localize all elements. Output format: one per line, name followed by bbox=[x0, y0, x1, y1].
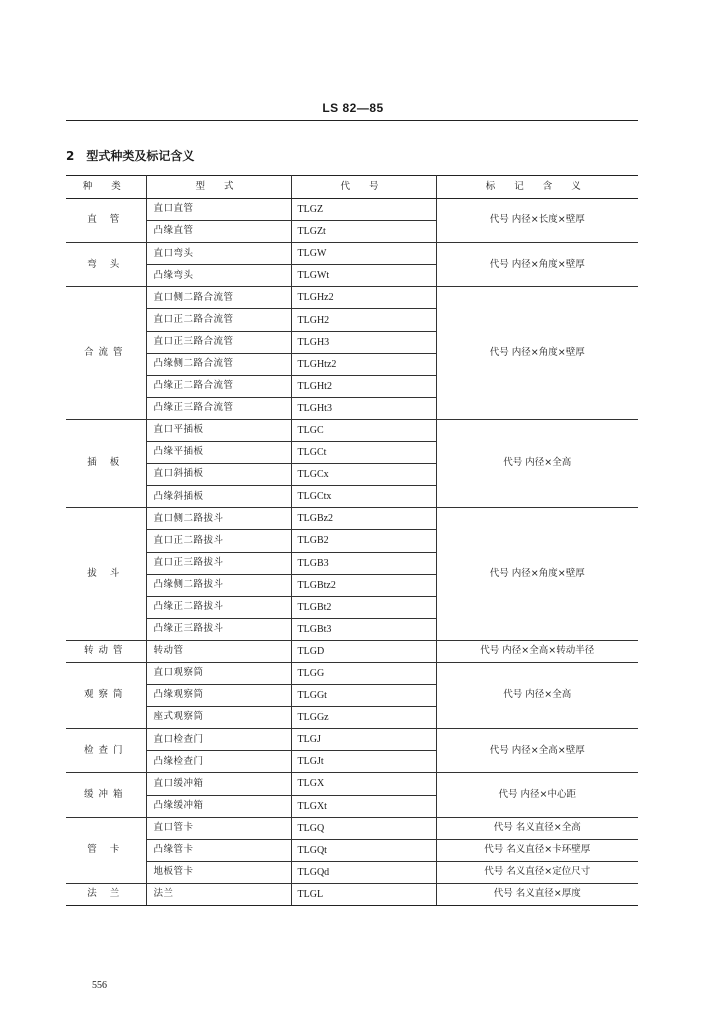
header-meaning: 标 记 含 义 bbox=[436, 176, 638, 199]
table-row bbox=[66, 861, 638, 883]
header-code: 代 号 bbox=[291, 176, 436, 199]
table-body bbox=[66, 199, 638, 906]
category-cell: 转动管 bbox=[66, 640, 146, 662]
code-cell: TLGQ bbox=[291, 817, 436, 839]
code-cell: TLGW bbox=[291, 243, 436, 265]
code-cell: TLGGz bbox=[291, 707, 436, 729]
meaning-cell: 代号 内径×全高×壁厚 bbox=[436, 729, 638, 773]
table-header-row bbox=[66, 176, 638, 199]
type-cell: 凸缘侧二路合流管 bbox=[146, 353, 291, 375]
meaning-cell: 代号 名义直径×厚度 bbox=[436, 883, 638, 905]
type-cell: 直口正二路拔斗 bbox=[146, 530, 291, 552]
type-cell: 凸缘正三路拔斗 bbox=[146, 618, 291, 640]
type-cell: 直口侧二路拔斗 bbox=[146, 508, 291, 530]
category-cell: 拔 斗 bbox=[66, 508, 146, 641]
code-cell: TLGQd bbox=[291, 861, 436, 883]
category-cell: 管 卡 bbox=[66, 817, 146, 883]
category-cell: 检查门 bbox=[66, 729, 146, 773]
type-cell: 座式观察筒 bbox=[146, 707, 291, 729]
section-number: 2 bbox=[66, 149, 75, 163]
code-cell: TLGWt bbox=[291, 265, 436, 287]
code-cell: TLGH2 bbox=[291, 309, 436, 331]
code-cell: TLGCx bbox=[291, 464, 436, 486]
table-row bbox=[66, 508, 638, 530]
table-row bbox=[66, 729, 638, 751]
code-cell: TLGX bbox=[291, 773, 436, 795]
code-cell: TLGJt bbox=[291, 751, 436, 773]
type-cell: 凸缘管卡 bbox=[146, 839, 291, 861]
table-row bbox=[66, 243, 638, 265]
code-cell: TLGBz2 bbox=[291, 508, 436, 530]
code-cell: TLGH3 bbox=[291, 331, 436, 353]
category-cell: 插 板 bbox=[66, 419, 146, 507]
code-cell: TLGHz2 bbox=[291, 287, 436, 309]
meaning-cell: 代号 内径×全高×转动半径 bbox=[436, 640, 638, 662]
type-cell: 直口直管 bbox=[146, 199, 291, 221]
table-row bbox=[66, 662, 638, 684]
category-cell: 法 兰 bbox=[66, 883, 146, 905]
meaning-cell: 代号 内径×角度×壁厚 bbox=[436, 243, 638, 287]
meaning-cell: 代号 名义直径×全高 bbox=[436, 817, 638, 839]
type-cell: 直口平插板 bbox=[146, 419, 291, 441]
table-row bbox=[66, 640, 638, 662]
meaning-cell: 代号 名义直径×定位尺寸 bbox=[436, 861, 638, 883]
type-cell: 直口观察筒 bbox=[146, 662, 291, 684]
type-cell: 直口弯头 bbox=[146, 243, 291, 265]
type-cell: 直口管卡 bbox=[146, 817, 291, 839]
category-cell: 观察筒 bbox=[66, 662, 146, 728]
type-cell: 地板管卡 bbox=[146, 861, 291, 883]
type-cell: 凸缘正二路合流管 bbox=[146, 375, 291, 397]
category-cell: 缓冲箱 bbox=[66, 773, 146, 817]
category-cell: 直 管 bbox=[66, 199, 146, 243]
header-category: 种 类 bbox=[66, 176, 146, 199]
code-cell: TLGGt bbox=[291, 685, 436, 707]
page-number: 556 bbox=[92, 980, 107, 991]
code-cell: TLGZ bbox=[291, 199, 436, 221]
type-cell: 直口侧二路合流管 bbox=[146, 287, 291, 309]
code-cell: TLGB3 bbox=[291, 552, 436, 574]
code-cell: TLGG bbox=[291, 662, 436, 684]
meaning-cell: 代号 内径×长度×壁厚 bbox=[436, 199, 638, 243]
code-cell: TLGBtz2 bbox=[291, 574, 436, 596]
type-cell: 转动管 bbox=[146, 640, 291, 662]
table-row bbox=[66, 839, 638, 861]
code-cell: TLGHt2 bbox=[291, 375, 436, 397]
type-cell: 直口正二路合流管 bbox=[146, 309, 291, 331]
code-cell: TLGD bbox=[291, 640, 436, 662]
section-heading bbox=[66, 147, 194, 164]
type-cell: 凸缘平插板 bbox=[146, 442, 291, 464]
meaning-cell: 代号 内径×角度×壁厚 bbox=[436, 508, 638, 641]
type-cell: 直口正三路拔斗 bbox=[146, 552, 291, 574]
meaning-cell: 代号 名义直径×卡环壁厚 bbox=[436, 839, 638, 861]
type-cell: 凸缘直管 bbox=[146, 221, 291, 243]
code-cell: TLGCt bbox=[291, 442, 436, 464]
table-row bbox=[66, 817, 638, 839]
code-cell: TLGZt bbox=[291, 221, 436, 243]
code-cell: TLGCtx bbox=[291, 486, 436, 508]
table-row bbox=[66, 773, 638, 795]
meaning-cell: 代号 内径×全高 bbox=[436, 419, 638, 507]
code-cell: TLGB2 bbox=[291, 530, 436, 552]
category-cell: 弯 头 bbox=[66, 243, 146, 287]
type-cell: 直口检查门 bbox=[146, 729, 291, 751]
type-cell: 直口缓冲箱 bbox=[146, 773, 291, 795]
type-cell: 凸缘弯头 bbox=[146, 265, 291, 287]
code-cell: TLGHt3 bbox=[291, 397, 436, 419]
code-cell: TLGXt bbox=[291, 795, 436, 817]
code-cell: TLGHtz2 bbox=[291, 353, 436, 375]
meaning-cell: 代号 内径×全高 bbox=[436, 662, 638, 728]
code-cell: TLGJ bbox=[291, 729, 436, 751]
standard-code: LS 82—85 bbox=[322, 101, 384, 115]
code-cell: TLGC bbox=[291, 419, 436, 441]
table-row bbox=[66, 419, 638, 441]
meaning-cell: 代号 内径×角度×壁厚 bbox=[436, 287, 638, 420]
table-row bbox=[66, 287, 638, 309]
code-cell: TLGL bbox=[291, 883, 436, 905]
type-cell: 凸缘缓冲箱 bbox=[146, 795, 291, 817]
table-row bbox=[66, 883, 638, 905]
header-rule bbox=[66, 120, 638, 121]
type-cell: 凸缘侧二路拔斗 bbox=[146, 574, 291, 596]
type-cell: 凸缘正三路合流管 bbox=[146, 397, 291, 419]
type-cell: 凸缘斜插板 bbox=[146, 486, 291, 508]
type-cell: 凸缘检查门 bbox=[146, 751, 291, 773]
header-type: 型 式 bbox=[146, 176, 291, 199]
type-cell: 凸缘观察筒 bbox=[146, 685, 291, 707]
type-cell: 凸缘正二路拔斗 bbox=[146, 596, 291, 618]
type-cell: 直口正三路合流管 bbox=[146, 331, 291, 353]
type-cell: 法兰 bbox=[146, 883, 291, 905]
category-cell: 合流管 bbox=[66, 287, 146, 420]
section-title: 型式种类及标记含义 bbox=[86, 149, 195, 163]
code-cell: TLGBt3 bbox=[291, 618, 436, 640]
type-marking-table bbox=[66, 175, 638, 906]
type-cell: 直口斜插板 bbox=[146, 464, 291, 486]
code-cell: TLGBt2 bbox=[291, 596, 436, 618]
code-cell: TLGQt bbox=[291, 839, 436, 861]
table-row bbox=[66, 199, 638, 221]
meaning-cell: 代号 内径×中心距 bbox=[436, 773, 638, 817]
